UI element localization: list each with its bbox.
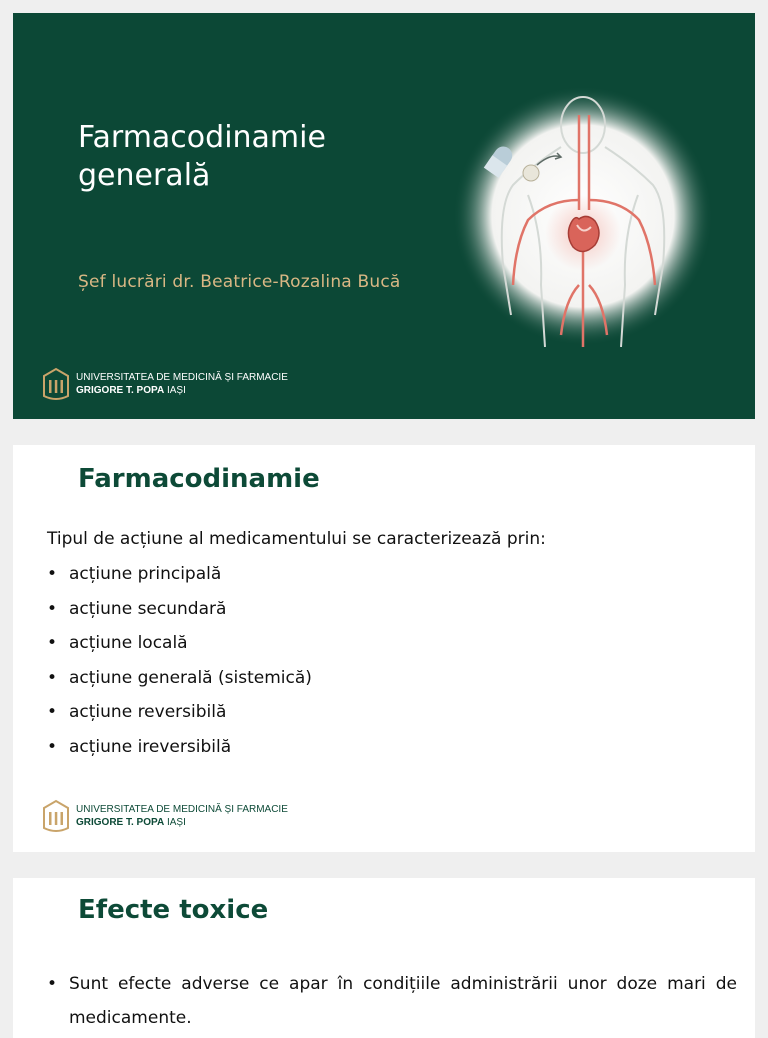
efecte-toxice-slide: [13, 878, 755, 1038]
logo-university-founder: GRIGORE T. POPA: [76, 817, 165, 828]
university-crest-icon: [42, 366, 70, 402]
logo-university-name: UNIVERSITATEA DE MEDICINĂ ȘI FARMACIE: [76, 372, 288, 383]
slide-title: Farmacodinamie: [78, 464, 320, 494]
slide-title: Efecte toxice: [78, 895, 269, 925]
university-logo: [42, 366, 288, 402]
logo-university-name: UNIVERSITATEA DE MEDICINĂ ȘI FARMACIE: [76, 804, 288, 815]
university-crest-icon: [42, 798, 70, 834]
list-item: [47, 598, 312, 633]
action-type-list: [47, 563, 312, 771]
list-item-text: acțiune principală: [69, 564, 222, 584]
title-slide: [13, 13, 755, 419]
farmacodinamie-slide: [13, 445, 755, 852]
list-item-text: acțiune ireversibilă: [69, 736, 232, 757]
list-item: [47, 563, 312, 598]
bullet-icon: •: [47, 736, 58, 757]
logo-university-city: IAȘI: [164, 817, 186, 828]
university-logo: [42, 798, 288, 834]
list-item-text: acțiune secundară: [69, 598, 227, 619]
bullet-icon: •: [47, 974, 58, 994]
list-item-text: acțiune generală (sistemică): [69, 667, 312, 688]
logo-university-city: IAȘI: [164, 385, 186, 396]
bullet-icon: •: [47, 633, 58, 654]
logo-university-founder: GRIGORE T. POPA: [76, 385, 165, 396]
circulatory-system-illustration: [453, 85, 713, 347]
list-item: [47, 736, 312, 771]
bullet-icon: •: [47, 702, 58, 723]
bullet-icon: •: [47, 598, 58, 619]
slide-intro-text: Tipul de acțiune al medicamentului se caracterizează prin:: [47, 529, 546, 549]
list-item: [47, 632, 312, 667]
bullet-icon: •: [47, 667, 58, 688]
list-item-text: acțiune reversibilă: [69, 702, 227, 723]
toxic-effects-paragraph: [47, 967, 737, 1035]
author-name: Șef lucrări dr. Beatrice-Rozalina Bucă: [78, 272, 401, 292]
list-item: [47, 667, 312, 702]
list-item: [47, 701, 312, 736]
paragraph-text: Sunt efecte adverse ce apar în condițiile administrării unor doze mari de medicamente.: [69, 974, 737, 1028]
presentation-title: Farmacodinamie generală: [78, 120, 326, 193]
bullet-icon: •: [47, 564, 58, 584]
list-item-text: acțiune locală: [69, 633, 188, 654]
